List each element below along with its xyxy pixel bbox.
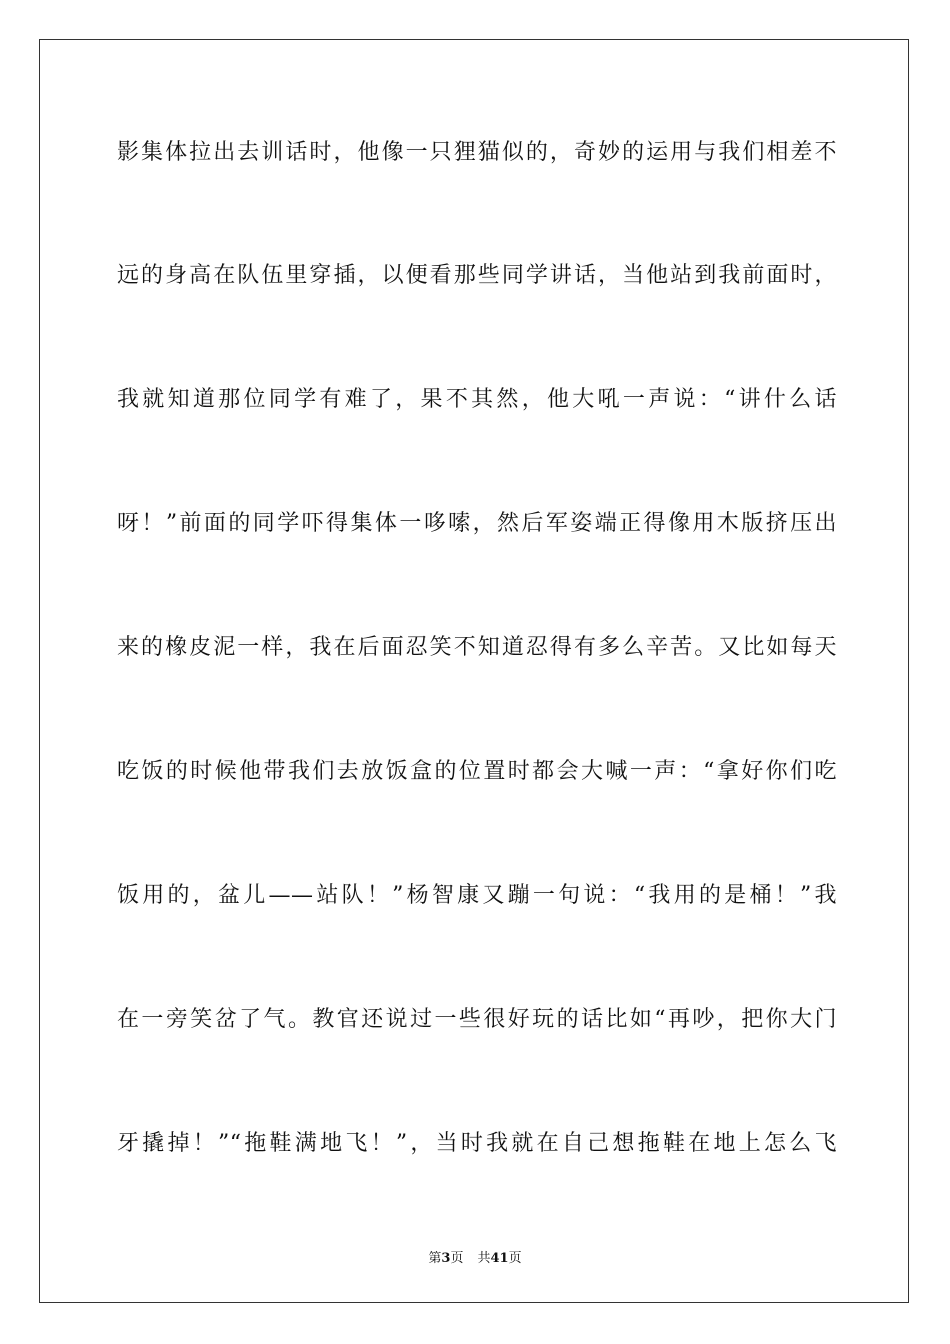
page-border (39, 39, 909, 1303)
body-text-line-5: 来的橡皮泥一样，我在后面忍笑不知道忍得有多么辛苦。又比如每天 (117, 635, 837, 660)
footer-total-pages: 41 (490, 1251, 509, 1266)
body-text-line-7: 饭用的，盆儿——站队！”杨智康又蹦一句说：“我用的是桶！”我 (117, 883, 837, 908)
body-text-line-1: 影集体拉出去训话时，他像一只狸猫似的，奇妙的运用与我们相差不 (117, 140, 837, 165)
footer-page-prefix: 第 (428, 1251, 442, 1266)
body-text-line-8: 在一旁笑岔了气。教官还说过一些很好玩的话比如“再吵，把你大门 (117, 1007, 837, 1032)
page-footer (0, 1247, 950, 1266)
body-text-line-9: 牙撬掉！”“拖鞋满地飞！”，当时我就在自己想拖鞋在地上怎么飞 (117, 1131, 837, 1156)
body-text-line-4: 呀！”前面的同学吓得集体一哆嗦，然后军姿端正得像用木版挤压出 (117, 511, 837, 536)
body-text-line-6: 吃饭的时候他带我们去放饭盒的位置时都会大喊一声：“拿好你们吃 (117, 759, 837, 784)
body-text-line-2: 远的身高在队伍里穿插，以便看那些同学讲话，当他站到我前面时， (117, 263, 837, 288)
body-text-line-3: 我就知道那位同学有难了，果不其然，他大吼一声说：“讲什么话 (117, 387, 837, 412)
footer-total-suffix: 页 (508, 1251, 522, 1266)
footer-total-prefix: 共 (477, 1251, 491, 1266)
footer-page-number: 3 (441, 1251, 451, 1266)
footer-page-suffix: 页 (450, 1251, 464, 1266)
